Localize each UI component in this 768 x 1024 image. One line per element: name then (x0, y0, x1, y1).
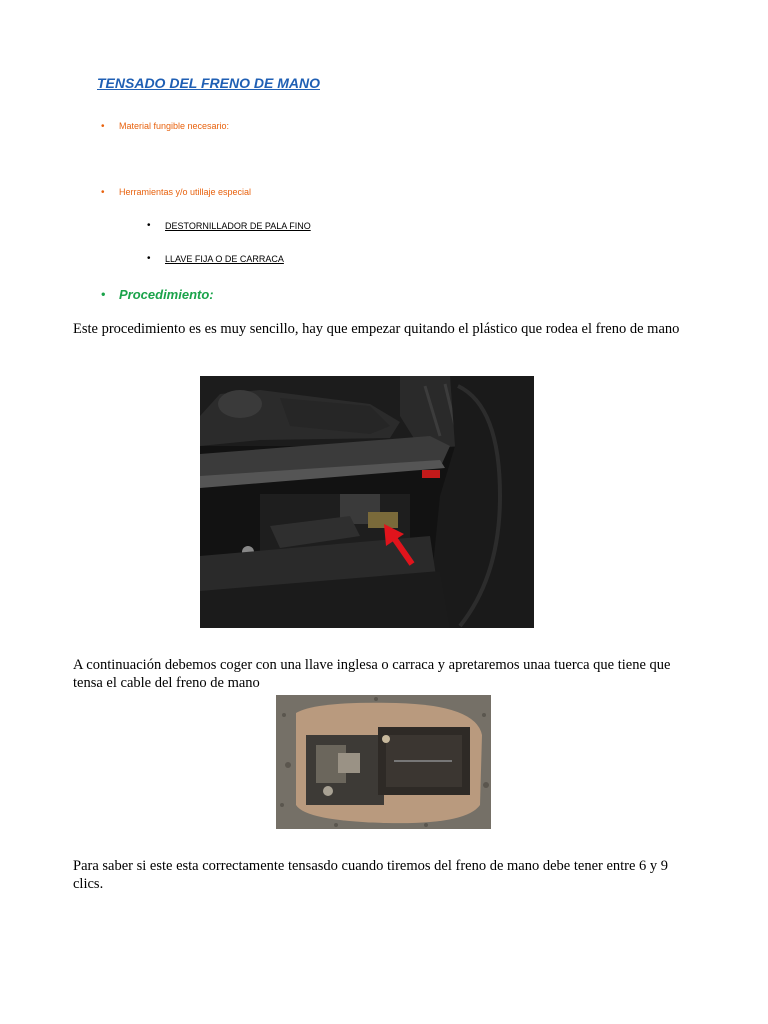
handbrake-photo-illustration (200, 376, 534, 628)
tool-label: DESTORNILLADOR DE PALA FINO (165, 221, 311, 231)
console-photo (276, 695, 491, 829)
bullet-dot: • (101, 187, 105, 198)
handbrake-photo (200, 376, 534, 628)
tool-label: LLAVE FIJA O DE CARRACA (165, 254, 284, 264)
bullet-dot: • (147, 253, 151, 264)
paragraph-2: A continuación debemos coger con una llave inglesa o carraca y apretaremos unaa tuerca que tiene que tensa el cable del freno de mano (73, 657, 671, 691)
bullet-dot: • (147, 220, 151, 231)
procedure-label: Procedimiento: (119, 287, 214, 302)
tools-label: Herramientas y/o utillaje especial (119, 187, 252, 197)
page-title: TENSADO DEL FRENO DE MANO (97, 75, 320, 91)
bullet-dot: • (101, 121, 105, 132)
console-photo-illustration (276, 695, 491, 829)
material-label: Material fungible necesario: (119, 121, 230, 131)
paragraph-3: Para saber si este esta correctamente tensasdo cuando tiremos del freno de mano debe tener entre 6 y 9 clics. (73, 858, 669, 892)
paragraph-1: Este procedimiento es es muy sencillo, hay que empezar quitando el plástico que rodea el freno de mano (73, 321, 680, 337)
bullet-dot: • (101, 287, 106, 301)
